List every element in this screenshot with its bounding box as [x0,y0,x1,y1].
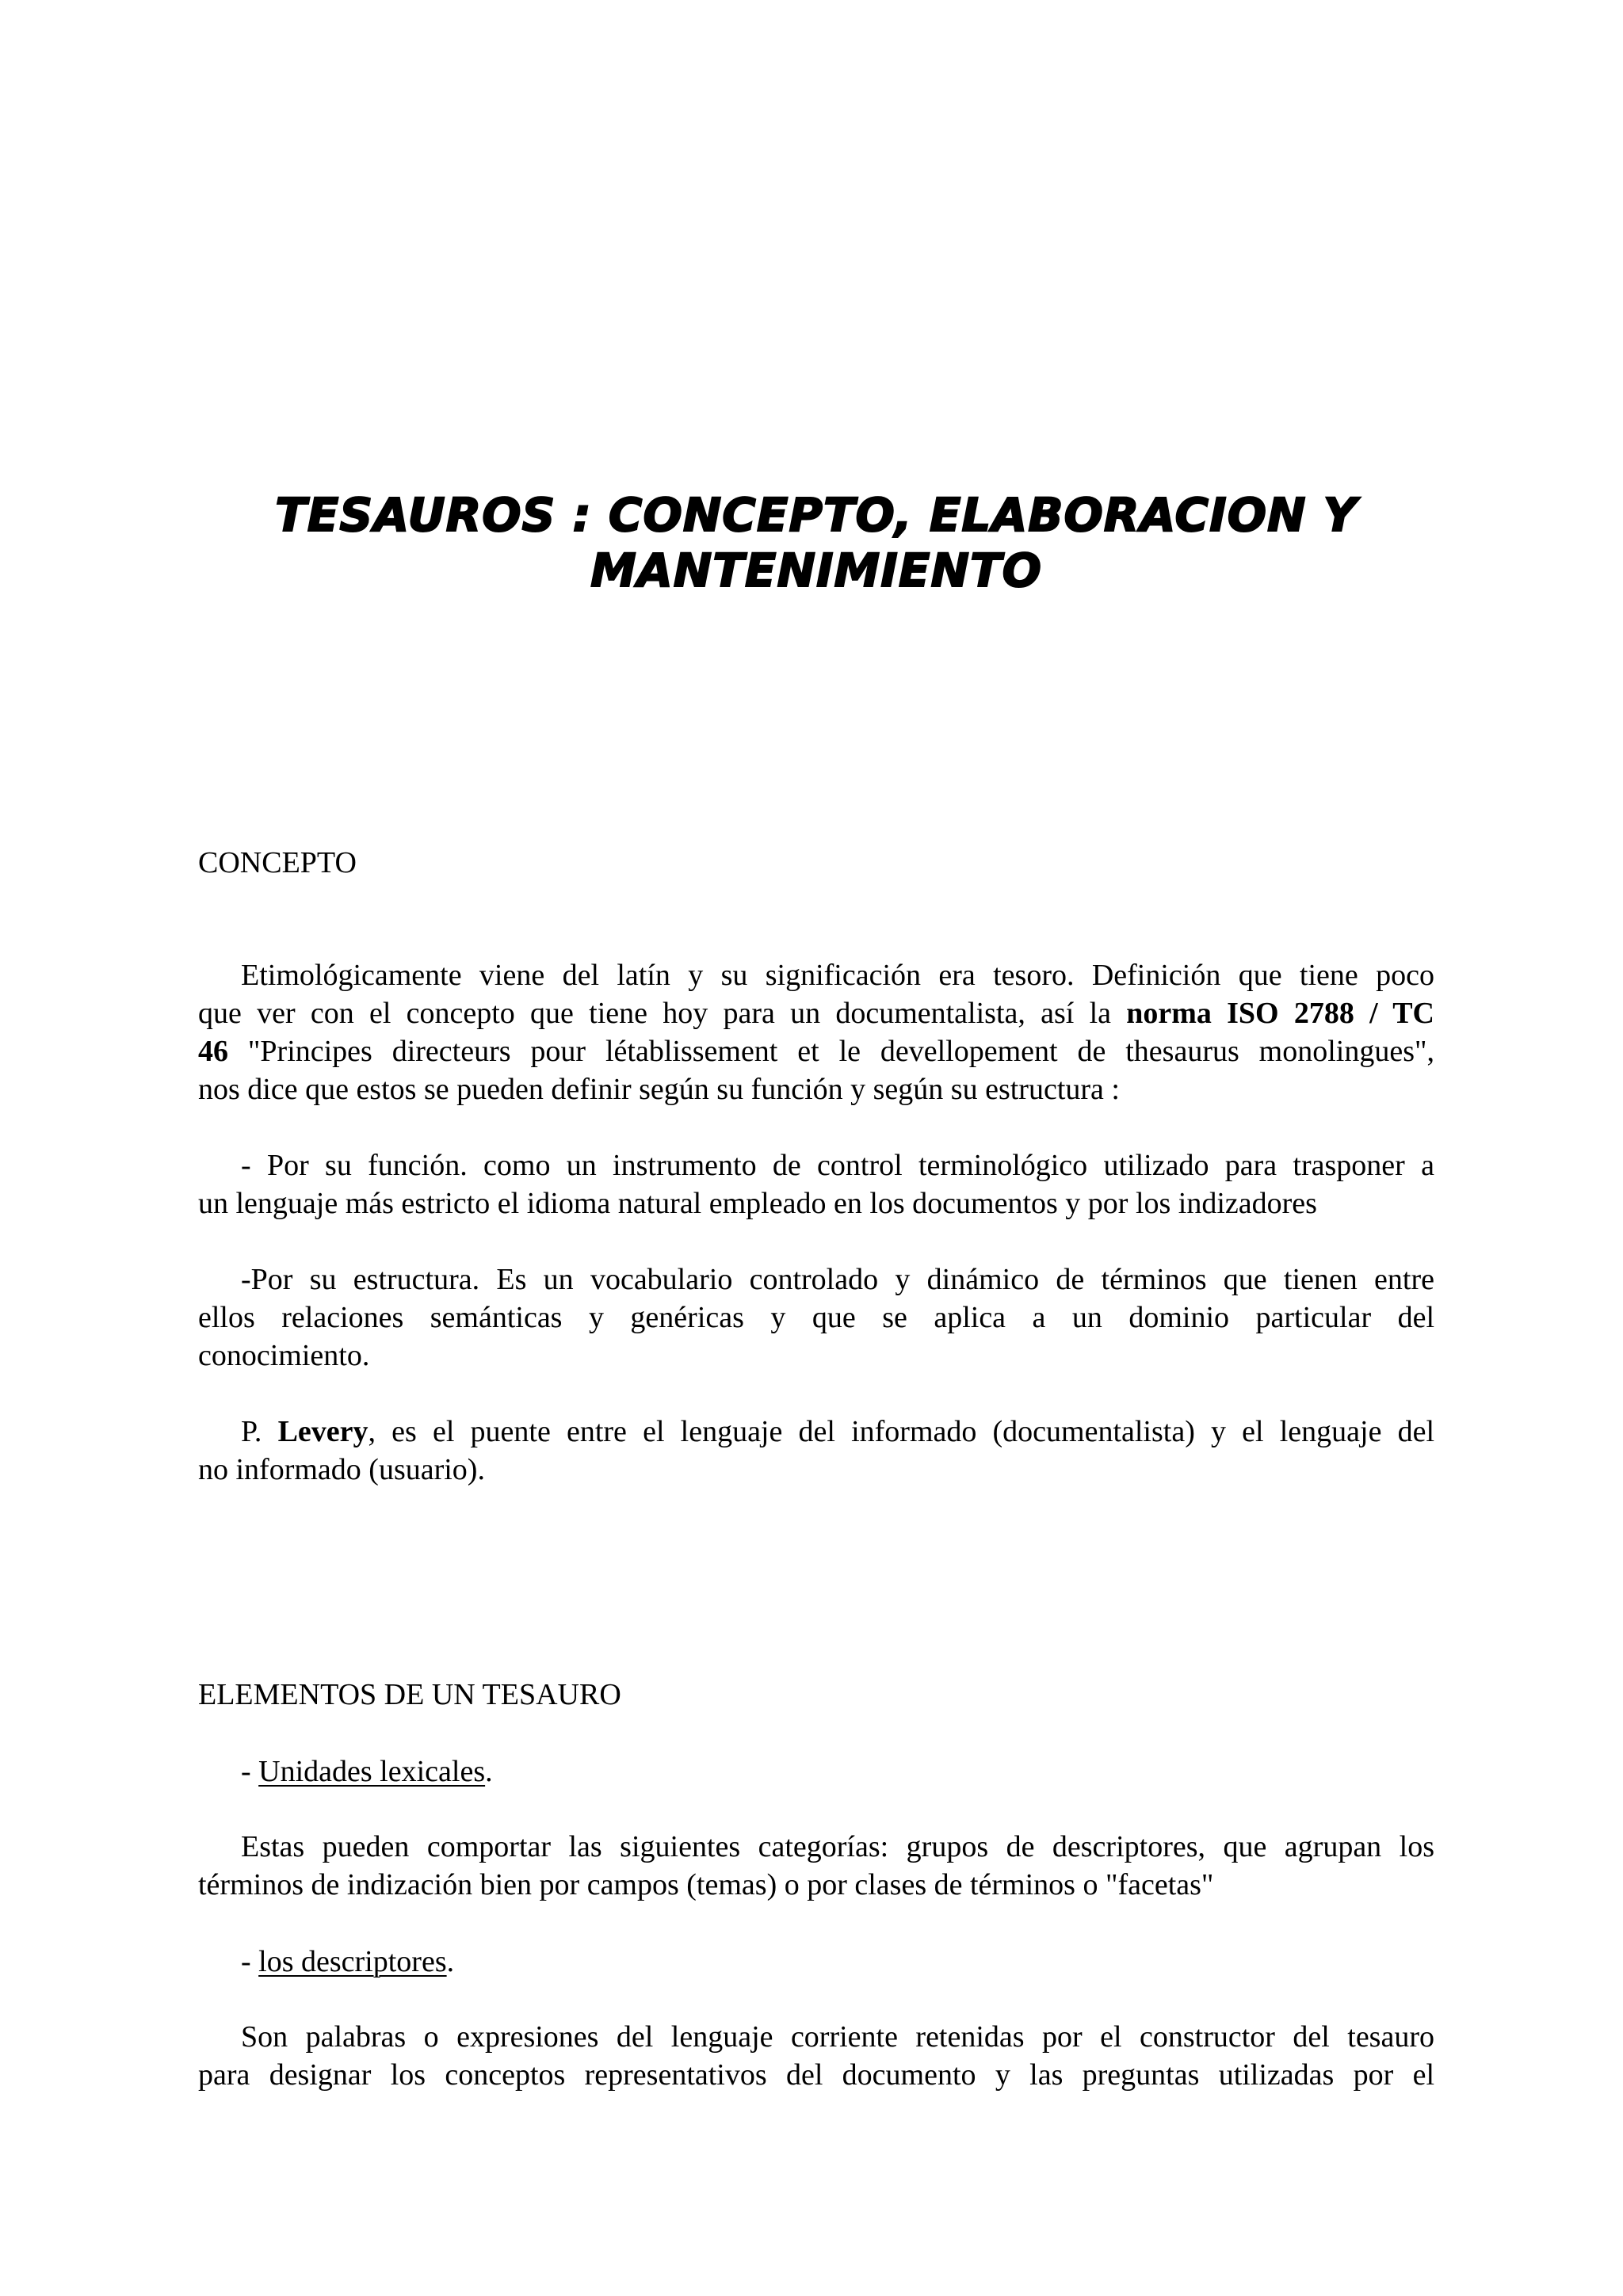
text-run: que ver con el concepto que tiene hoy para un documentalista, así la [198,997,1127,1030]
list-item-unidades-lexicales [241,1753,493,1791]
underlined-term: Unidades lexicales [258,1755,486,1788]
list-item-descriptores [241,1943,454,1981]
section-heading-concepto: CONCEPTO [198,846,357,879]
document-title [198,487,1434,598]
paragraph-line: -Por su estructura. Es un vocabulario controlado y dinámico de términos que tienen entre [241,1263,1434,1296]
text-run: , es el puente entre el lenguaje del informado (documentalista) y el lenguaje del [368,1415,1435,1448]
paragraph-line: Etimológicamente viene del latín y su significación era tesoro. Definición que tiene poco [241,959,1434,992]
paragraph-por-estructura [198,1261,1434,1375]
paragraph-etimologia [198,956,1434,1108]
text-run: . [446,1945,455,1978]
paragraph-line: conocimiento. [198,1339,370,1372]
title-line-1: TESAUROS : CONCEPTO, ELABORACION Y [275,488,1358,542]
paragraph-line: - Por su función. como un instrumento de control terminológico utilizado para trasponer a [241,1149,1434,1182]
text-run: P. [241,1415,278,1448]
paragraph-line: nos dice que estos se pueden definir según su función y según su estructura : [198,1073,1120,1106]
paragraph-levery [198,1413,1434,1489]
list-bullet: - [241,1945,259,1978]
bold-text-levery: Levery [277,1415,369,1448]
paragraph-line: para designar los conceptos representativos del documento y las preguntas utilizadas por el [198,2058,1434,2092]
bold-text-norma: norma ISO 2788 / TC [1126,997,1434,1030]
paragraph-line: no informado (usuario). [198,1453,485,1486]
title-line-2: MANTENIMIENTO [590,543,1042,597]
text-run: . [485,1755,493,1788]
paragraph-line [198,1032,1434,1070]
paragraph-line: términos de indización bien por campos (temas) o por clases de términos o "facetas" [198,1868,1214,1901]
section-heading-elementos: ELEMENTOS DE UN TESAURO [198,1678,621,1711]
paragraph-line: Estas pueden comportar las siguientes categorías: grupos de descriptores, que agrupan los [241,1830,1434,1863]
text-run: "Principes directeurs pour létablissement et le devellopement de thesaurus monolingues", [228,1035,1434,1068]
paragraph-line: ellos relaciones semánticas y genéricas y que se aplica a un dominio particular del [198,1301,1434,1334]
paragraph-descriptores [198,2018,1434,2094]
bold-text-norma-number: 46 [198,1035,228,1068]
underlined-term: los descriptores [258,1945,447,1978]
paragraph-line: Son palabras o expresiones del lenguaje corriente retenidas por el constructor del tesauro [241,2020,1434,2054]
list-bullet: - [241,1755,259,1788]
paragraph-line [198,1413,1434,1451]
paragraph-line [198,994,1434,1032]
paragraph-por-funcion [198,1146,1434,1222]
paragraph-categorias [198,1828,1434,1904]
paragraph-line: un lenguaje más estricto el idioma natural empleado en los documentos y por los indizadores [198,1187,1317,1220]
